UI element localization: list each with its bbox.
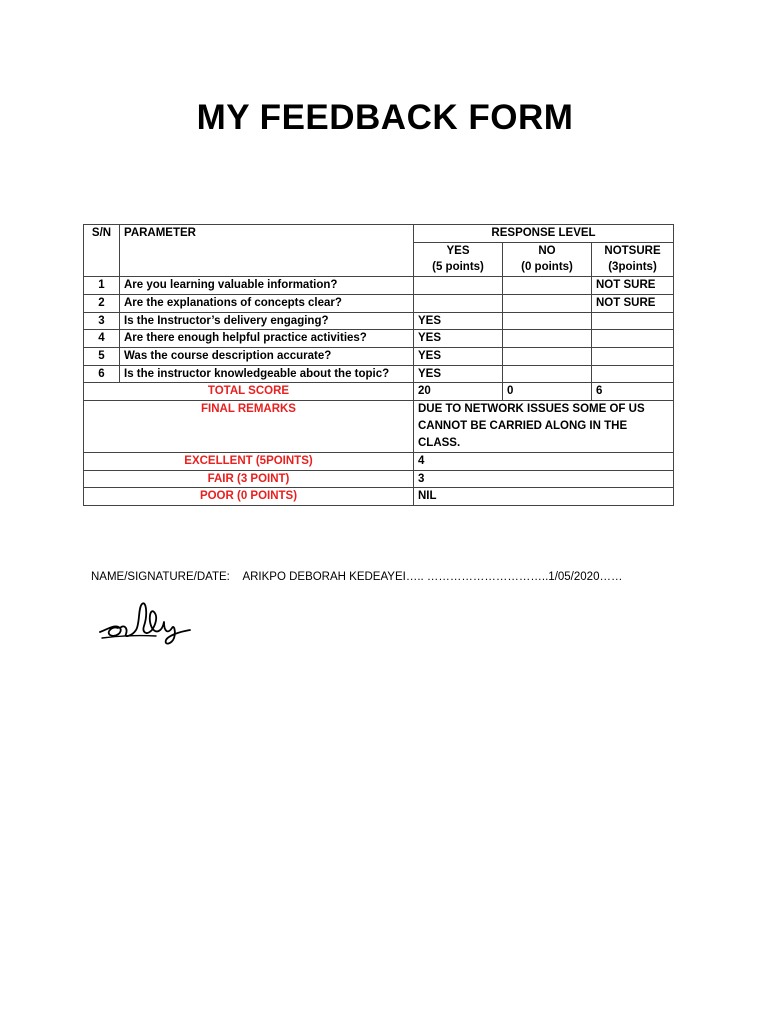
- table-row: [84, 347, 674, 365]
- row-sn: 5: [84, 347, 120, 365]
- row-parameter: Are there enough helpful practice activities?: [120, 330, 414, 348]
- notsure-header: NOTSURE: [592, 242, 674, 259]
- signature-label: NAME/SIGNATURE/DATE:: [91, 571, 230, 583]
- row-sn: 1: [84, 277, 120, 295]
- rating-row: [84, 470, 674, 488]
- rating-row: [84, 453, 674, 471]
- row-yes: YES: [414, 312, 503, 330]
- row-notsure: [592, 330, 674, 348]
- row-parameter: Was the course description accurate?: [120, 347, 414, 365]
- rating-label: POOR (0 POINTS): [84, 488, 414, 506]
- response-level-header: RESPONSE LEVEL: [414, 225, 674, 243]
- signature-value: ARIKPO DEBORAH KEDEAYEI….. …………………………..1/05/2020……: [242, 571, 623, 583]
- final-remarks-row: [84, 401, 674, 453]
- table-row: [84, 330, 674, 348]
- total-score-row: [84, 383, 674, 401]
- row-notsure: NOT SURE: [592, 277, 674, 295]
- row-sn: 6: [84, 365, 120, 383]
- handwritten-signature: [98, 598, 194, 648]
- row-sn: 3: [84, 312, 120, 330]
- row-notsure: NOT SURE: [592, 294, 674, 312]
- row-no: [503, 347, 592, 365]
- row-yes: YES: [414, 330, 503, 348]
- final-remarks-text: DUE TO NETWORK ISSUES SOME OF US CANNOT BE CARRIED ALONG IN THE CLASS.: [414, 401, 674, 453]
- parameter-header: PARAMETER: [120, 225, 414, 277]
- total-score-yes: 20: [414, 383, 503, 401]
- no-header: NO: [503, 242, 592, 259]
- row-parameter: Are the explanations of concepts clear?: [120, 294, 414, 312]
- rating-row: [84, 488, 674, 506]
- rating-value: 3: [414, 470, 674, 488]
- notsure-points-header: (3points): [592, 259, 674, 276]
- row-no: [503, 330, 592, 348]
- row-no: [503, 277, 592, 295]
- row-notsure: [592, 347, 674, 365]
- rating-value: NIL: [414, 488, 674, 506]
- final-remarks-label: FINAL REMARKS: [84, 401, 414, 453]
- table-row: [84, 294, 674, 312]
- total-score-notsure: 6: [592, 383, 674, 401]
- rating-label: FAIR (3 POINT): [84, 470, 414, 488]
- table-row: [84, 312, 674, 330]
- row-no: [503, 365, 592, 383]
- row-parameter: Is the Instructor’s delivery engaging?: [120, 312, 414, 330]
- row-yes: YES: [414, 365, 503, 383]
- row-no: [503, 312, 592, 330]
- row-notsure: [592, 365, 674, 383]
- rating-value: 4: [414, 453, 674, 471]
- total-score-label: TOTAL SCORE: [84, 383, 414, 401]
- header-row: [84, 225, 674, 243]
- row-yes: [414, 277, 503, 295]
- row-parameter: Is the instructor knowledgeable about the topic?: [120, 365, 414, 383]
- page-title: MY FEEDBACK FORM: [196, 98, 574, 137]
- row-notsure: [592, 312, 674, 330]
- signature-line: [91, 571, 632, 583]
- table-row: [84, 277, 674, 295]
- yes-header: YES: [414, 242, 503, 259]
- row-parameter: Are you learning valuable information?: [120, 277, 414, 295]
- row-sn: 2: [84, 294, 120, 312]
- total-score-no: 0: [503, 383, 592, 401]
- rating-label: EXCELLENT (5POINTS): [84, 453, 414, 471]
- row-yes: [414, 294, 503, 312]
- row-no: [503, 294, 592, 312]
- yes-points-header: (5 points): [414, 259, 503, 276]
- feedback-table: [83, 224, 674, 506]
- table-row: [84, 365, 674, 383]
- sn-header: S/N: [84, 225, 120, 277]
- row-sn: 4: [84, 330, 120, 348]
- row-yes: YES: [414, 347, 503, 365]
- no-points-header: (0 points): [503, 259, 592, 276]
